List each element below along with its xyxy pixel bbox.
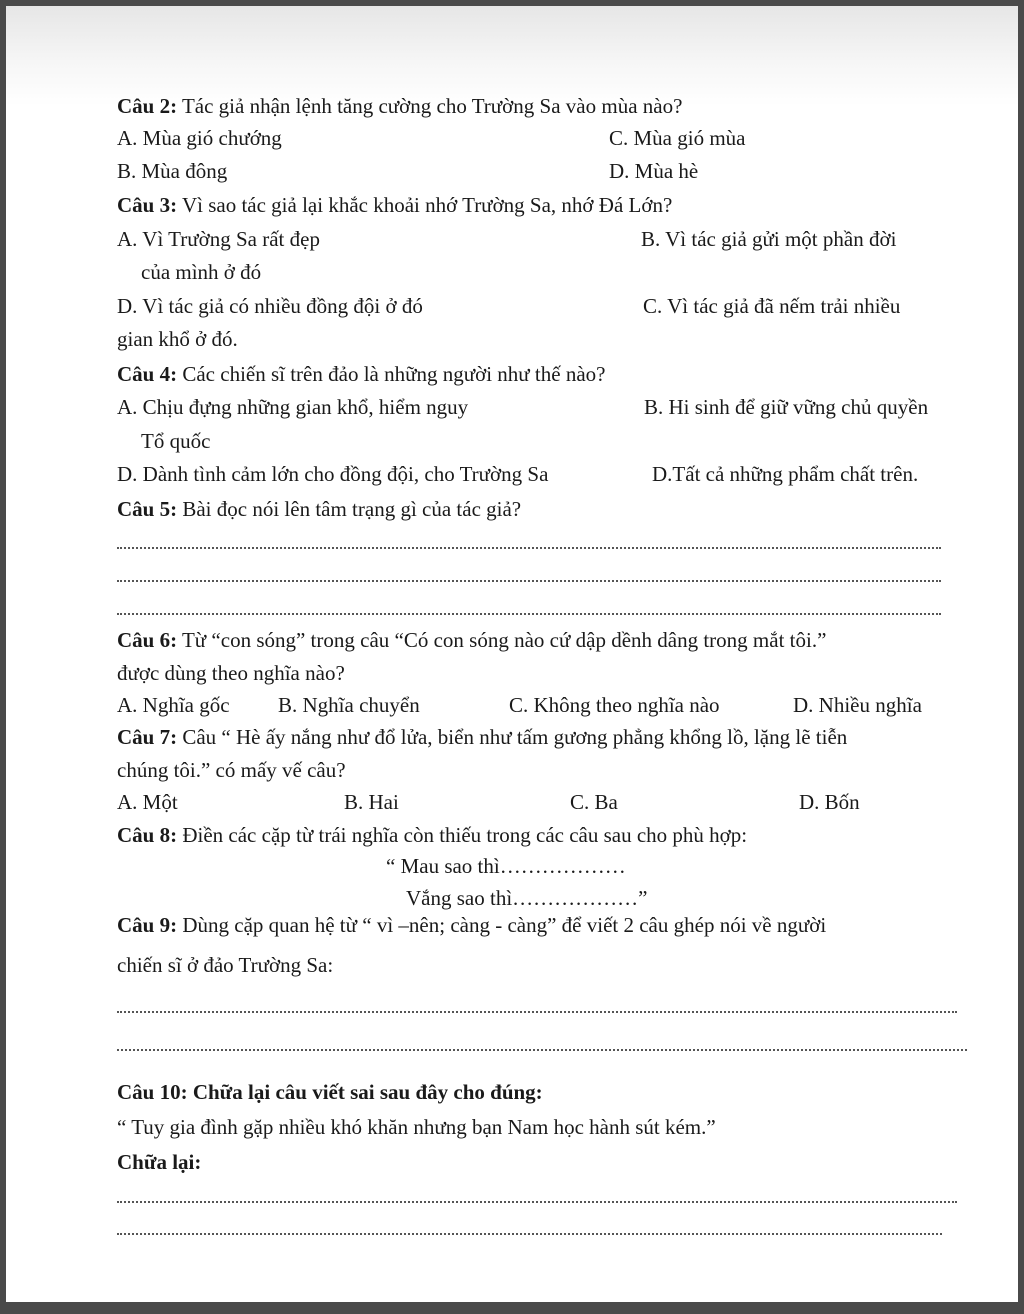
q5-answer-line-2[interactable] <box>117 580 941 582</box>
q6-title: Câu 6: Từ “con sóng” trong câu “Có con sóng nào cứ dập dềnh dâng trong mắt tôi.” <box>117 628 827 652</box>
q10-answer-line-1[interactable] <box>117 1201 957 1203</box>
q4-title: Câu 4: Các chiến sĩ trên đảo là những người như thế nào? <box>117 362 606 386</box>
q5-answer-line-1[interactable] <box>117 547 941 549</box>
q6-option-b: B. Nghĩa chuyển <box>278 693 420 717</box>
q5-answer-line-3[interactable] <box>117 613 941 615</box>
q3-option-b-cont: của mình ở đó <box>141 260 262 284</box>
q3-option-c-cont: gian khổ ở đó. <box>117 327 238 351</box>
q4-option-b-cont: Tổ quốc <box>141 429 211 453</box>
q9-title-cont: chiến sĩ ở đảo Trường Sa: <box>117 953 334 977</box>
q7-option-a: A. Một <box>117 790 178 814</box>
q4-option-d: D. Dành tình cảm lớn cho đồng đội, cho Trường Sa <box>117 462 549 486</box>
q7-title: Câu 7: Câu “ Hè ấy nắng như đổ lửa, biển như tấm gương phẳng khổng lồ, lặng lẽ tiễn <box>117 725 848 749</box>
q2-option-a: A. Mùa gió chướng <box>117 126 282 150</box>
q3-option-c: C. Vì tác giả đã nếm trải nhiều <box>643 294 901 318</box>
q4-option-a: A. Chịu đựng những gian khổ, hiểm nguy <box>117 395 469 419</box>
q8-blank-line-1[interactable]: “ Mau sao thì……………… <box>386 854 626 878</box>
q9-title: Câu 9: Dùng cặp quan hệ từ “ vì –nên; càng - càng” để viết 2 câu ghép nói về người <box>117 913 827 937</box>
q2-option-b: B. Mùa đông <box>117 159 228 183</box>
q10-fix-label: Chữa lại: <box>117 1150 202 1174</box>
q2-title: Câu 2: Tác giả nhận lệnh tăng cường cho Trường Sa vào mùa nào? <box>117 94 683 118</box>
q3-option-b: B. Vì tác giả gửi một phần đời <box>641 227 897 251</box>
q4-option-all: D.Tất cả những phẩm chất trên. <box>652 462 919 486</box>
q3-option-a: A. Vì Trường Sa rất đẹp <box>117 227 320 251</box>
q3-title: Câu 3: Vì sao tác giả lại khắc khoải nhớ Trường Sa, nhớ Đá Lớn? <box>117 193 673 217</box>
q5-title: Câu 5: Bài đọc nói lên tâm trạng gì của tác giả? <box>117 497 522 521</box>
q6-option-a: A. Nghĩa gốc <box>117 693 230 717</box>
q7-option-c: C. Ba <box>570 790 618 814</box>
q10-quote: “ Tuy gia đình gặp nhiều khó khăn nhưng bạn Nam học hành sút kém.” <box>117 1115 716 1139</box>
q7-option-d: D. Bốn <box>799 790 860 814</box>
q6-option-c: C. Không theo nghĩa nào <box>509 693 720 717</box>
q2-option-d: D. Mùa hè <box>609 159 699 183</box>
q10-answer-line-2[interactable] <box>117 1233 942 1235</box>
q6-option-d: D. Nhiều nghĩa <box>793 693 922 717</box>
q7-option-b: B. Hai <box>344 790 399 814</box>
q7-title-cont: chúng tôi.” có mấy vế câu? <box>117 758 346 782</box>
q2-option-c: C. Mùa gió mùa <box>609 126 746 150</box>
q10-title: Câu 10: Chữa lại câu viết sai sau đây cho đúng: <box>117 1080 543 1104</box>
q4-option-b: B. Hi sinh để giữ vững chủ quyền <box>644 395 929 419</box>
q9-answer-line-1[interactable] <box>117 1011 957 1013</box>
worksheet-page <box>6 6 1018 1302</box>
q8-title: Câu 8: Điền các cặp từ trái nghĩa còn thiếu trong các câu sau cho phù hợp: <box>117 823 748 847</box>
q8-blank-line-2[interactable]: Vắng sao thì………………” <box>406 886 648 910</box>
q3-option-d: D. Vì tác giả có nhiều đồng đội ở đó <box>117 294 423 318</box>
q6-title-cont: được dùng theo nghĩa nào? <box>117 661 345 685</box>
q9-answer-line-2[interactable] <box>117 1049 967 1051</box>
